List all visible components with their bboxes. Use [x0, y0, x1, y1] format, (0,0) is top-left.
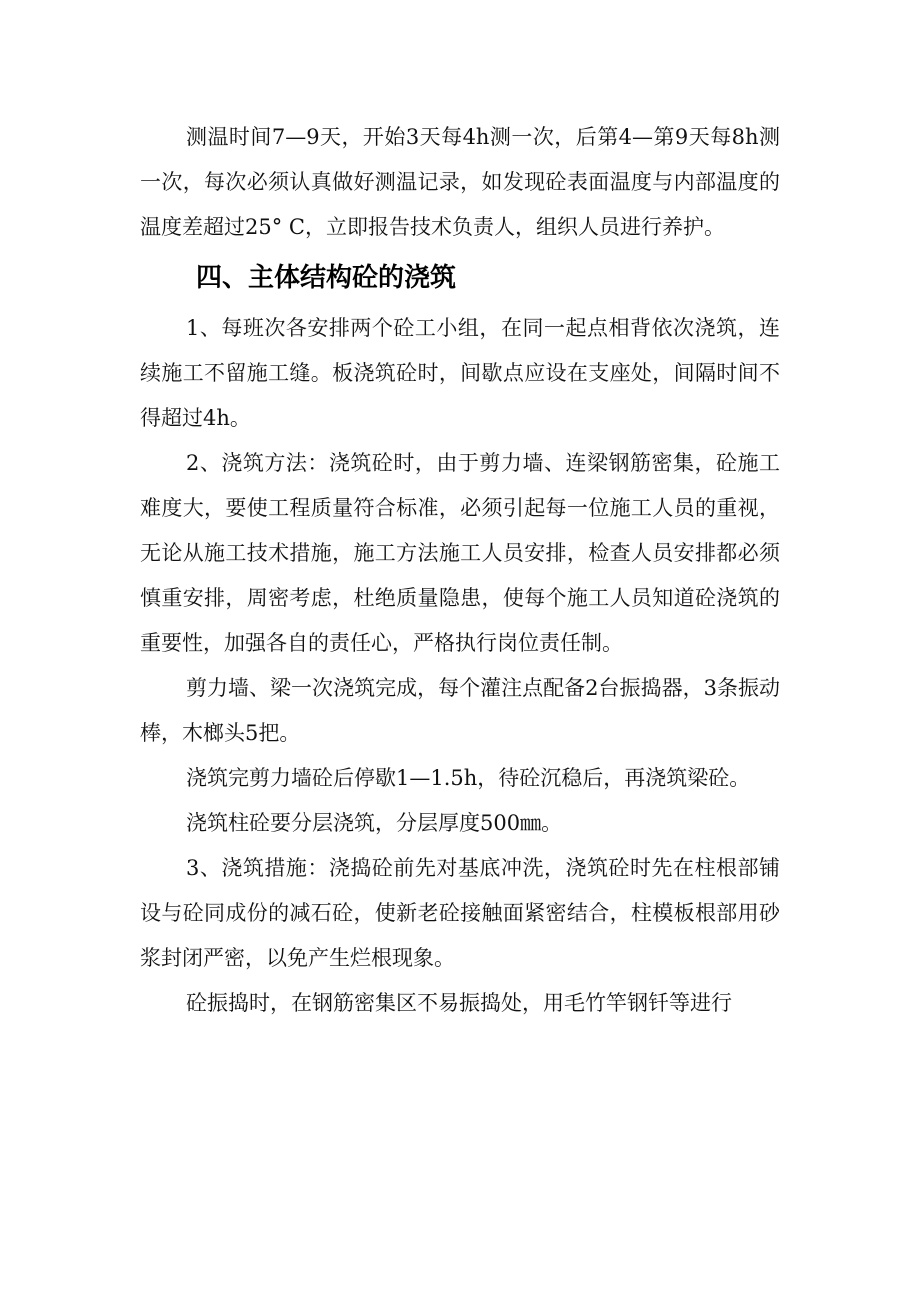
- paragraph-temperature-monitoring: 测温时间7—9天，开始3天每4h测一次，后第4—第9天每8h测一次，每次必须认真做好测温记录，如发现砼表面温度与内部温度的温度差超过25° C，立即报告技术负责人，组织人员进行养护。: [140, 125, 780, 239]
- paragraph-item-1: 1、每班次各安排两个砼工小组，在同一起点相背依次浇筑，连续施工不留施工缝。板浇筑砼时，间歇点应设在支座处，间隔时间不得超过4h。: [140, 316, 780, 430]
- section-heading: 四、主体结构砼的浇筑: [196, 263, 457, 293]
- paragraph-vibration: 砼振捣时，在钢筋密集区不易振捣处，用毛竹竿钢钎等进行: [186, 991, 732, 1015]
- paragraph-item-2: 2、浇筑方法：浇筑砼时，由于剪力墙、连梁钢筋密集，砼施工难度大，要使工程质量符合标准，必须引起每一位施工人员的重视，无论从施工技术措施，施工方法施工人员安排，检查人员安排都必须慎重安排，周密考虑，杜绝质量隐患，使每个施工人员知道砼浇筑的重要性，加强各自的责任心，严格执行岗位责任制。: [140, 451, 780, 655]
- paragraph-layering: 浇筑柱砼要分层浇筑，分层厚度500㎜。: [186, 811, 563, 835]
- paragraph-vibrators: 剪力墙、梁一次浇筑完成，每个灌注点配备2台振捣器，3条振动棒，木榔头5把。: [140, 676, 780, 745]
- paragraph-item-3: 3、浇筑措施：浇捣砼前先对基底冲洗，浇筑砼时先在柱根部铺设与砼同成份的减石砼，使新老砼接触面紧密结合，柱模板根部用砂浆封闭严密，以免产生烂根现象。: [140, 856, 780, 970]
- document-body: [140, 115, 780, 1026]
- paragraph-pause: 浇筑完剪力墙砼后停歇1—1.5h，待砼沉稳后，再浇筑梁砼。: [186, 766, 751, 790]
